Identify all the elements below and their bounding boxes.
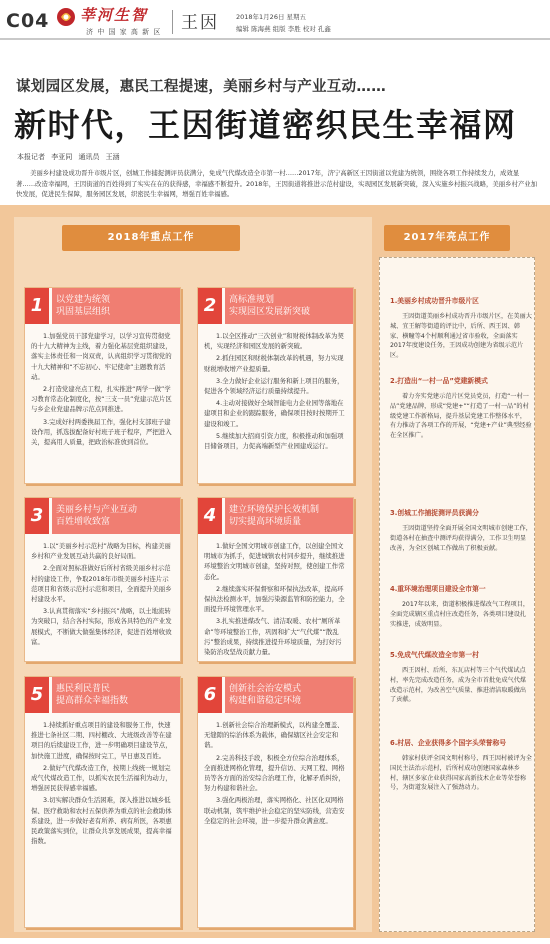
key-work-card-6 bbox=[197, 676, 354, 928]
card-paragraph: 2.做好气代煤改造工作，按期上线统一规划完成气代煤改造工作，以抓实农民生活福利为动力，增强居民获得感幸福感。 bbox=[31, 763, 172, 793]
highlight-item-1 bbox=[390, 296, 532, 371]
card-title: 美丽乡村与产业互动 百姓增收致富 bbox=[52, 498, 180, 534]
key-work-card-2 bbox=[197, 287, 354, 484]
key-work-card-1 bbox=[24, 287, 181, 484]
newspaper-logo-icon bbox=[56, 6, 76, 28]
card-paragraph: 3.强化两极治理，落实网格化、社区化双网格联动机制，筑牢维护社会稳定的坚实防线，营造安全稳定的社会环境，进一步提升群众满意度。 bbox=[204, 796, 345, 825]
highlights-column bbox=[379, 257, 535, 932]
card-body bbox=[31, 331, 174, 478]
highlight-heading: 1.美丽乡村成功晋升市级片区 bbox=[390, 297, 479, 305]
card-paragraph: 3.切实解决群众生活困难，深入推进以城乡低保、医疗救助和农村五保供养为重点的社会救助体系建设，进一步做好老有所养、病有所医，各项惠民政策落实到位，让群众共享发展成果，提高幸福指数。 bbox=[31, 796, 172, 846]
highlight-heading: 5.免成气代煤改造全市第一村 bbox=[390, 651, 479, 659]
card-paragraph: 1.以全区推动“三次创业”和财税体制改革为契机，实现经济和园区发展的新突破。 bbox=[204, 332, 344, 351]
card-title: 惠民利民普民 提高群众幸福指数 bbox=[52, 677, 180, 713]
card-title: 建立环境保护长效机制 切实提高环境质量 bbox=[225, 498, 353, 534]
highlight-item-4 bbox=[390, 584, 532, 644]
card-paragraph: 2.完善科技手段，积极全方位综合治理体系，全面推进网格化管理，提升信访、天网工程、网格员等各方面的治安综合治理工作，化解矛盾纠纷，努力构建和谐社会。 bbox=[204, 753, 345, 793]
card-title: 高标准规划 实现园区发展新突破 bbox=[225, 288, 353, 324]
highlight-heading: 2.打造出“一村一品”党建新模式 bbox=[390, 377, 488, 385]
card-paragraph: 1.加强党员干部党建学习，以学习宣传贯彻党的十九大精神为主线，着力强化基层党组织建设，落实主体责任和一岗双责，认真组织学习贯彻党的十九大精神和“不忘初心、牢记使命”主题教育活动。 bbox=[31, 332, 172, 381]
article-byline: 本报记者 李亚同 通讯员 王涵 bbox=[17, 153, 120, 161]
card-body bbox=[31, 720, 174, 922]
card-paragraph: 5.继续加大招商引资力度，积极推动和加强项目储备项目，力促高端新型产业园建成运行。 bbox=[204, 431, 344, 451]
highlight-heading: 4.重环境治理项目建设全市第一 bbox=[390, 585, 486, 593]
card-paragraph: 2.继续落实环保督察和环保执法改革，提高环保执法检测水平，加强污染源监管和防控能力，全面提升环境管理水平。 bbox=[204, 584, 345, 614]
card-body bbox=[31, 541, 174, 656]
highlight-body: 韩家村获评全国文明村称号，西王因村被评为全国民主法治示范村，后所村成功创建国家森林乡村，辖区多家企业获得国家高新技术企业等荣誉称号，为街道发展注入了强劲动力。 bbox=[390, 755, 532, 792]
card-number: 5 bbox=[25, 677, 49, 713]
card-paragraph: 1.做好全国文明城市创建工作，以创建全国文明城市为抓手，促进城镇农村同步提升，继续推进环境整治文明城市创建，坚持对照，使创建工作常态化。 bbox=[204, 542, 345, 581]
highlight-body: 着力夯实党建示范片区党员党员，打造“一村一品”党建品牌，形成“党建+”“打造了一村一品”的村级党建工作新格局，提升基层党建工作整体水平，有力推动了各项工作的开展，“党建+产业”典型经验在全区推广。 bbox=[390, 393, 532, 440]
section-label-2018: 2018年重点工作 bbox=[62, 225, 240, 251]
card-paragraph: 4.主动对接做好全域智能电力企业园等落地在建项目和企业的跟踪服务，确保项目按时按期开工建设和竣工。 bbox=[204, 399, 345, 428]
issue-date: 2018年1月26日 星期五 bbox=[236, 13, 307, 21]
card-body bbox=[204, 541, 347, 656]
newspaper-logo-subtitle: 济 中 国 家 高 新 区 bbox=[86, 28, 162, 36]
highlight-body: 王因街道美丽乡村成功晋升市级片区，在美丽大城、宜王解等街道的评比中，后所、西王因、韩家、横疃等4个村顺利通过省市验收，全面落实2017年度建设任务，王因成功创建为省级示范片区。 bbox=[390, 313, 532, 360]
card-paragraph: 3.完成好村两委换届工作，强化村支部班子建设作用，抓选拔配备好村班子班子程序，严把进入关，提高用人质量，把政治标准放到首位。 bbox=[31, 417, 172, 447]
key-work-card-3 bbox=[24, 497, 181, 662]
highlight-body: 王因街道坚持全面开展全国文明城市创建工作，街道各村在抽查中测评均获得满分，工作卫生明显改善，为全区创城工作做出了积极贡献。 bbox=[390, 525, 532, 552]
card-body bbox=[204, 331, 347, 478]
card-paragraph: 1.持续抓好重点项目的建设和服务工作，快速推进七条社区二期、四村棚改、大班级改善等在建项目的后续建设工作，进一步明确项目建设节点，加快施工进度，确保按时完工，早日惠及百姓。 bbox=[31, 721, 172, 760]
header-rule bbox=[0, 38, 550, 40]
card-number: 6 bbox=[198, 677, 222, 713]
card-paragraph: 2.全面对照标准做好后所村省级美丽乡村示范村的建设工作，争取2018年市级美丽乡村连片示范项目和省级示范村示范和项目，全面提升美丽乡村建设水平。 bbox=[31, 564, 172, 604]
card-paragraph: 3.全力做好企业运行服务和新上项目的服务，促进各个领域经济运行质量持续提升。 bbox=[204, 376, 344, 396]
card-number: 1 bbox=[25, 288, 49, 324]
editor-credits: 编辑 陈海燕 组版 李胜 校对 孔鑫 bbox=[236, 25, 331, 33]
article-title: 新时代，王因街道密织民生幸福网 bbox=[14, 106, 517, 144]
section-name: 王因 bbox=[181, 13, 219, 33]
card-paragraph: 1.以“美丽乡村示范村”战略为目标，构建美丽乡村和产业发展互动共赢的良好局面。 bbox=[31, 542, 171, 561]
card-paragraph: 3.扎实推进煤改气、清洁取暖、农村“厕所革命”等环境整治工作，巩固和扩大“气代煤”“散乱污”整治成果，持续推进提升环境质量，为打好污染防治攻坚战贡献力量。 bbox=[204, 617, 342, 656]
key-work-card-4 bbox=[197, 497, 354, 662]
newspaper-logo-name: 莘河生智 bbox=[80, 6, 149, 24]
card-title: 以党建为统领 巩固基层组织 bbox=[52, 288, 180, 324]
highlight-item-2 bbox=[390, 376, 532, 501]
card-paragraph: 1.创新社会综合治理新模式，以构建全覆盖、无缝隙的综治体系为载体，确保辖区社会安定和谐。 bbox=[204, 721, 344, 750]
article-subtitle: 谋划园区发展，惠民工程提速，美丽乡村与产业互动…… bbox=[16, 79, 386, 95]
card-number: 3 bbox=[25, 498, 49, 534]
highlight-body: 2017年以来，街道积极推进煤改气工程项目，全面完成辖区重点村庄改造任务，各类项目建设扎实推进，成效明显。 bbox=[390, 601, 530, 628]
card-number: 4 bbox=[198, 498, 222, 534]
highlight-body: 西王因村、后所、东瓦店村等三个气代煤试点村，率先完成改造任务，成为全市首批免成气代煤改造示范村，为改善空气质量、推进清洁取暖做出了贡献。 bbox=[390, 667, 527, 704]
card-title: 创新社会治安模式 构建和谐稳定环境 bbox=[225, 677, 353, 713]
highlight-item-6 bbox=[390, 738, 532, 923]
card-paragraph: 3.认真贯彻落实“乡村振兴”战略，以土地流转为突破口，结合各村实际，形成各具特色的产业发展模式，不断做大做强集体经济，促进百姓增收致富。 bbox=[31, 607, 172, 646]
section-label-2017: 2017年亮点工作 bbox=[384, 225, 510, 251]
page-number: C04 bbox=[6, 10, 50, 32]
card-paragraph: 2.抓住园区和财税体制改革的机遇，努力实现财税增收增产业提质量。 bbox=[204, 354, 344, 373]
header-divider bbox=[172, 10, 173, 34]
key-work-card-5 bbox=[24, 676, 181, 928]
highlight-item-3 bbox=[390, 508, 532, 578]
highlight-item-5 bbox=[390, 650, 532, 732]
highlight-heading: 6.村居、企业获得多个国字头荣誉称号 bbox=[390, 739, 507, 747]
card-body bbox=[204, 720, 347, 922]
highlight-heading: 3.创城工作捕捉测评员获满分 bbox=[390, 509, 479, 517]
article-lead: 美丽乡村建设成功晋升市级片区，创城工作捕捉测评员获满分，免成气代煤改造全市第一村……2017年，济宁高新区王因街道以党建为统领，围绕各项工作持续发力，成效显著……改造幸福网，王因街道的百姓得到了实实在在的获得感，幸福感不断提升。2018年，王因街道将推进示范村建设，实现园区发展新突破，深入实施乡村振兴战略，美丽乡村产业加快发展，促进民生保障，服务园区发展，织密民生幸福网，增强百姓幸福感。 bbox=[16, 169, 538, 198]
card-number: 2 bbox=[198, 288, 222, 324]
card-paragraph: 2.打造党建亮点工程，扎实推进“两学一做”学习教育常态化制度化，按“三支一员”党建示范片区与乡企业党建品牌示范点同推进。 bbox=[31, 385, 172, 414]
